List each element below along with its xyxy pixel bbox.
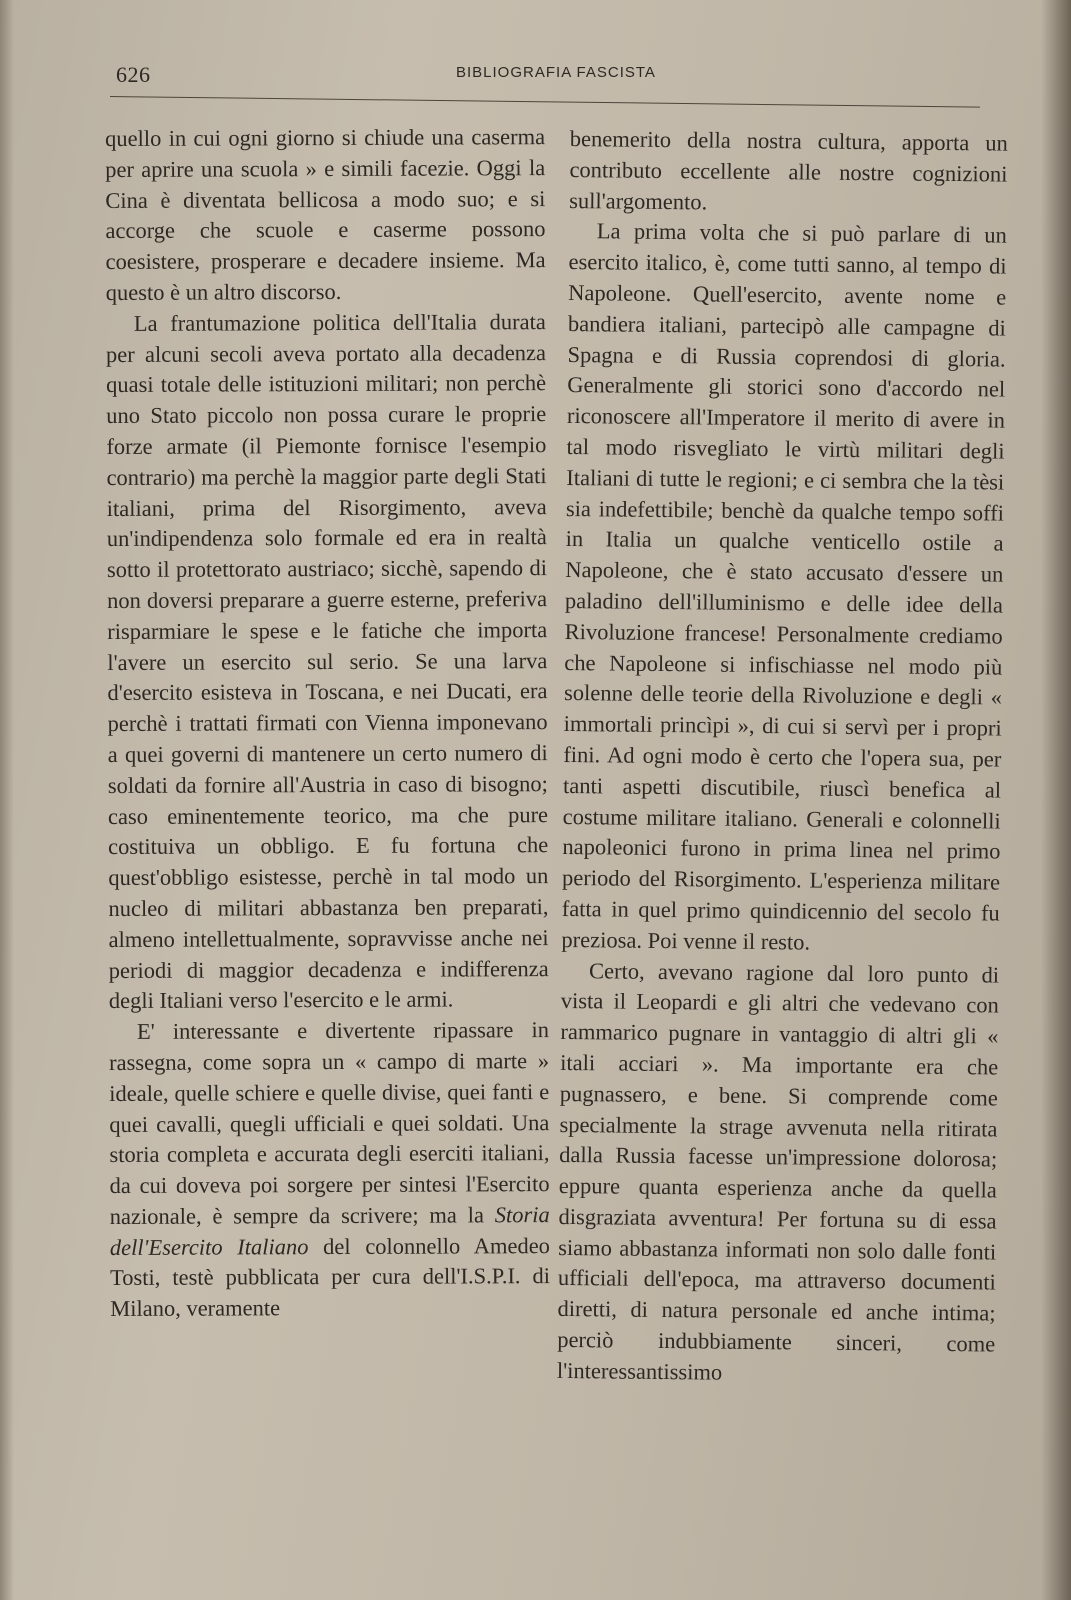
header-rule bbox=[110, 96, 980, 108]
right-paragraph-2: La prima volta che si può parlare di un esercito italico, è, come tutti sanno, al tempo di Napoleone. Quell'esercito, avente nome e bandiera italiani, partecipò alle campagne di Spagna e di Russia coprendosi di gloria. Generalmente gli storici sono d'accordo nel riconoscere all'Imperatore il merito di avere in tal modo risvegliato le virtù militari degli Italiani di tutte le regioni; e ci sembra che la tèsi sia indefettibile; benchè da qualche tempo soffi in Italia un qualche venticello ostile a Napoleone, che è stato accusato d'essere un paladino dell'illuminismo e delle idee della Rivoluzione francese! Personalmente crediamo che Napoleone si infischiasse nel modo più solenne delle teorie della Rivoluzione e degli « immortali princìpi », di cui si servì per i propri fini. Ad ogni modo è certo che l'opera sua, per tanti aspetti discutibile, riuscì benefica al costume militare italiano. Generali e colonnelli napoleonici furono in prima linea nel primo periodo del Risorgimento. L'esperienza militare fatta in quel primo quindicennio del secolo fu preziosa. Poi venne il resto. bbox=[561, 218, 1007, 955]
left-paragraph-3 bbox=[109, 1015, 550, 1325]
right-paragraph-1: benemerito della nostra cultura, apporta un contributo eccellente alle nostre cognizioni sull'argomento. bbox=[569, 125, 1008, 215]
book-title: Storia dell'Esercito Italiano bbox=[109, 1201, 550, 1260]
left-text-column bbox=[105, 122, 550, 1325]
left-paragraph-3-end: del colonnello Amedeo Tosti, testè pubblicata per cura dell'I.S.P.I. di Milano, veramente bbox=[109, 1232, 551, 1322]
running-head: BIBLIOGRAFIA FASCISTA bbox=[456, 64, 656, 81]
left-paragraph-1: quello in cui ogni giorno si chiude una caserma per aprire una scuola » e simili facezie. Oggi la Cina è diventata bellicosa a modo suo; e si accorge che scuole e caserme possono coesistere, prosperare e decadere insieme. Ma questo è un altro discorso. bbox=[105, 124, 546, 305]
right-text-column bbox=[557, 124, 1008, 1391]
right-paragraph-3: Certo, avevano ragione dal loro punto di vista il Leopardi e gli altri che vedevano con rammarico pugnare in vantaggio di altri gli « itali acciari ». Ma importante era che pugnassero, e bene. Si comprende come specialmente la strage avvenuta nella ritirata dalla Russia facesse un'impressione dolorosa; eppure quanta esperienza anche da quella disgraziata avventura! Per fortuna su di essa siamo abbastanza informati non solo dalle fonti ufficiali dell'epoca, ma attraverso documenti diretti, di natura personale ed anche intima; perciò indubbiamente sinceri, come l'interessantissimo bbox=[556, 957, 1000, 1385]
left-paragraph-2: La frantumazione politica dell'Italia durata per alcuni secoli aveva portato alla decadenza quasi totale delle istituzioni militari; non perchè uno Stato piccolo non possa curare le proprie forze armate (il Piemonte fornisce l'esempio contrario) ma perchè la maggior parte degli Stati italiani, prima del Risorgimento, aveva un'indipendenza solo formale ed era in realtà sotto il protettorato austriaco; sicchè, sapendo di non doversi preparare a guerre esterne, preferiva risparmiare le spese e le fatiche che importa l'avere un esercito sul serio. Se una larva d'esercito esisteva in Toscana, e nei Ducati, era perchè i trattati firmati con Vienna imponevano a quei governi di mantenere un certo numero di soldati da fornire all'Austria in caso di bisogno; caso eminentemente teorico, ma che pure costituiva un obbligo. E fu fortuna che quest'obbligo esistesse, perchè in tal modo un nucleo di militari abbastanza ben preparati, almeno intellettualmente, sopravvisse anche nei periodi di maggior decadenza e indifferenza degli Italiani verso l'esercito e le armi. bbox=[105, 308, 549, 1014]
left-paragraph-3-start: E' interessante e divertente ripassare in rassegna, come sopra un « campo di marte » ideale, quelle schiere e quelle divise, quei fanti e quei cavalli, quegli ufficiali e quei soldati. Una storia completa e accurata degli eserciti italiani, da cui doveva poi sorgere per sintesi l'Esercito nazionale, è sempre da scrivere; ma la bbox=[109, 1017, 550, 1229]
page-number: 626 bbox=[116, 62, 151, 87]
